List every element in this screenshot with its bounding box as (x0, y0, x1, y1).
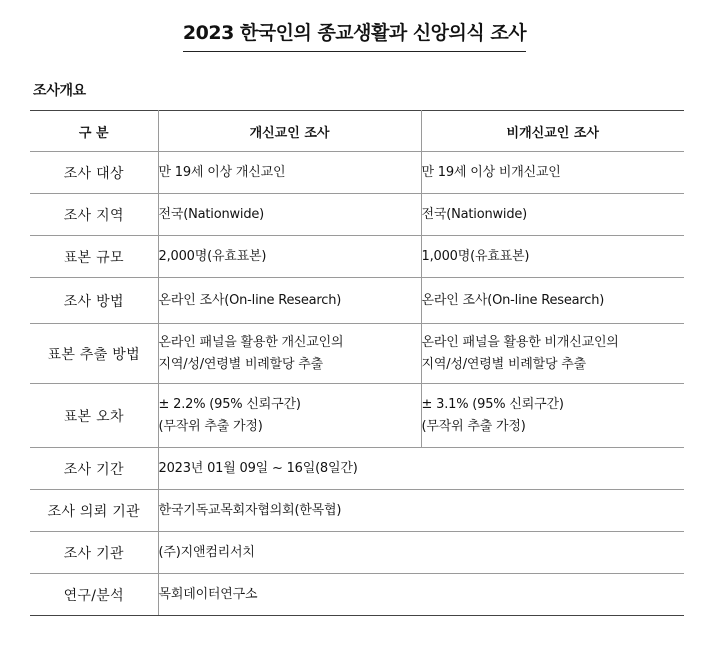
protestant-value (158, 194, 421, 236)
table-row-method (30, 278, 684, 324)
value-line: 전국(Nationwide) (421, 206, 528, 222)
non-protestant-value (421, 236, 684, 278)
header-protestant-survey: 개신교인 조사 (158, 111, 421, 152)
value-line: 온라인 패널을 활용한 개신교인의 (158, 334, 344, 350)
table-row-period (30, 448, 684, 490)
protestant-value (158, 384, 421, 448)
table-row-sampling-method (30, 324, 684, 384)
merged-value: 목회데이터연구소 (158, 574, 684, 616)
protestant-value (158, 152, 421, 194)
header-non-protestant-survey: 비개신교인 조사 (421, 111, 684, 152)
row-label: 조사 의뢰 기관 (30, 490, 158, 532)
header-category: 구 분 (30, 111, 158, 152)
table-row-sampling-error (30, 384, 684, 448)
protestant-value (158, 236, 421, 278)
value-line: 온라인 조사(On-line Research) (421, 292, 605, 308)
header-row (30, 111, 684, 152)
section-label: 조사개요 (33, 83, 86, 99)
value-line: ± 2.2% (95% 신뢰구간) (158, 396, 301, 412)
merged-value: 한국기독교목회자협의회(한목협) (158, 490, 684, 532)
row-label: 조사 방법 (30, 278, 158, 324)
value-line: 온라인 패널을 활용한 비개신교인의 (421, 334, 619, 350)
protestant-value (158, 324, 421, 384)
value-line: (무작위 추출 가정) (158, 418, 263, 434)
value-line: 만 19세 이상 개신교인 (158, 164, 286, 180)
non-protestant-value (421, 384, 684, 448)
value-line: 2,000명(유효표본) (158, 248, 267, 264)
row-label: 표본 오차 (30, 384, 158, 448)
value-line: 전국(Nationwide) (158, 206, 265, 222)
non-protestant-value (421, 278, 684, 324)
value-line: 지역/성/연령별 비례할당 추출 (421, 356, 587, 372)
title-wrap (0, 18, 709, 52)
row-label: 조사 기간 (30, 448, 158, 490)
table-row-region (30, 194, 684, 236)
page-title: 2023 한국인의 종교생활과 신앙의식 조사 (183, 18, 526, 52)
non-protestant-value (421, 324, 684, 384)
table-row-sample-size (30, 236, 684, 278)
table-row-research-firm (30, 532, 684, 574)
value-line: 온라인 조사(On-line Research) (158, 292, 342, 308)
value-line: (무작위 추출 가정) (421, 418, 526, 434)
merged-value: (주)지앤컴리서치 (158, 532, 684, 574)
row-label: 연구/분석 (30, 574, 158, 616)
value-line: 지역/성/연령별 비례할당 추출 (158, 356, 324, 372)
row-label: 표본 규모 (30, 236, 158, 278)
non-protestant-value (421, 194, 684, 236)
merged-value: 2023년 01월 09일 ~ 16일(8일간) (158, 448, 684, 490)
value-line: 1,000명(유효표본) (421, 248, 530, 264)
table-row-commissioning-org (30, 490, 684, 532)
row-label: 조사 기관 (30, 532, 158, 574)
row-label: 조사 지역 (30, 194, 158, 236)
value-line: ± 3.1% (95% 신뢰구간) (421, 396, 564, 412)
survey-overview-table (30, 110, 684, 616)
row-label: 표본 추출 방법 (30, 324, 158, 384)
protestant-value (158, 278, 421, 324)
value-line: 만 19세 이상 비개신교인 (421, 164, 561, 180)
table-row-target (30, 152, 684, 194)
table-row-analysis (30, 574, 684, 616)
non-protestant-value (421, 152, 684, 194)
row-label: 조사 대상 (30, 152, 158, 194)
